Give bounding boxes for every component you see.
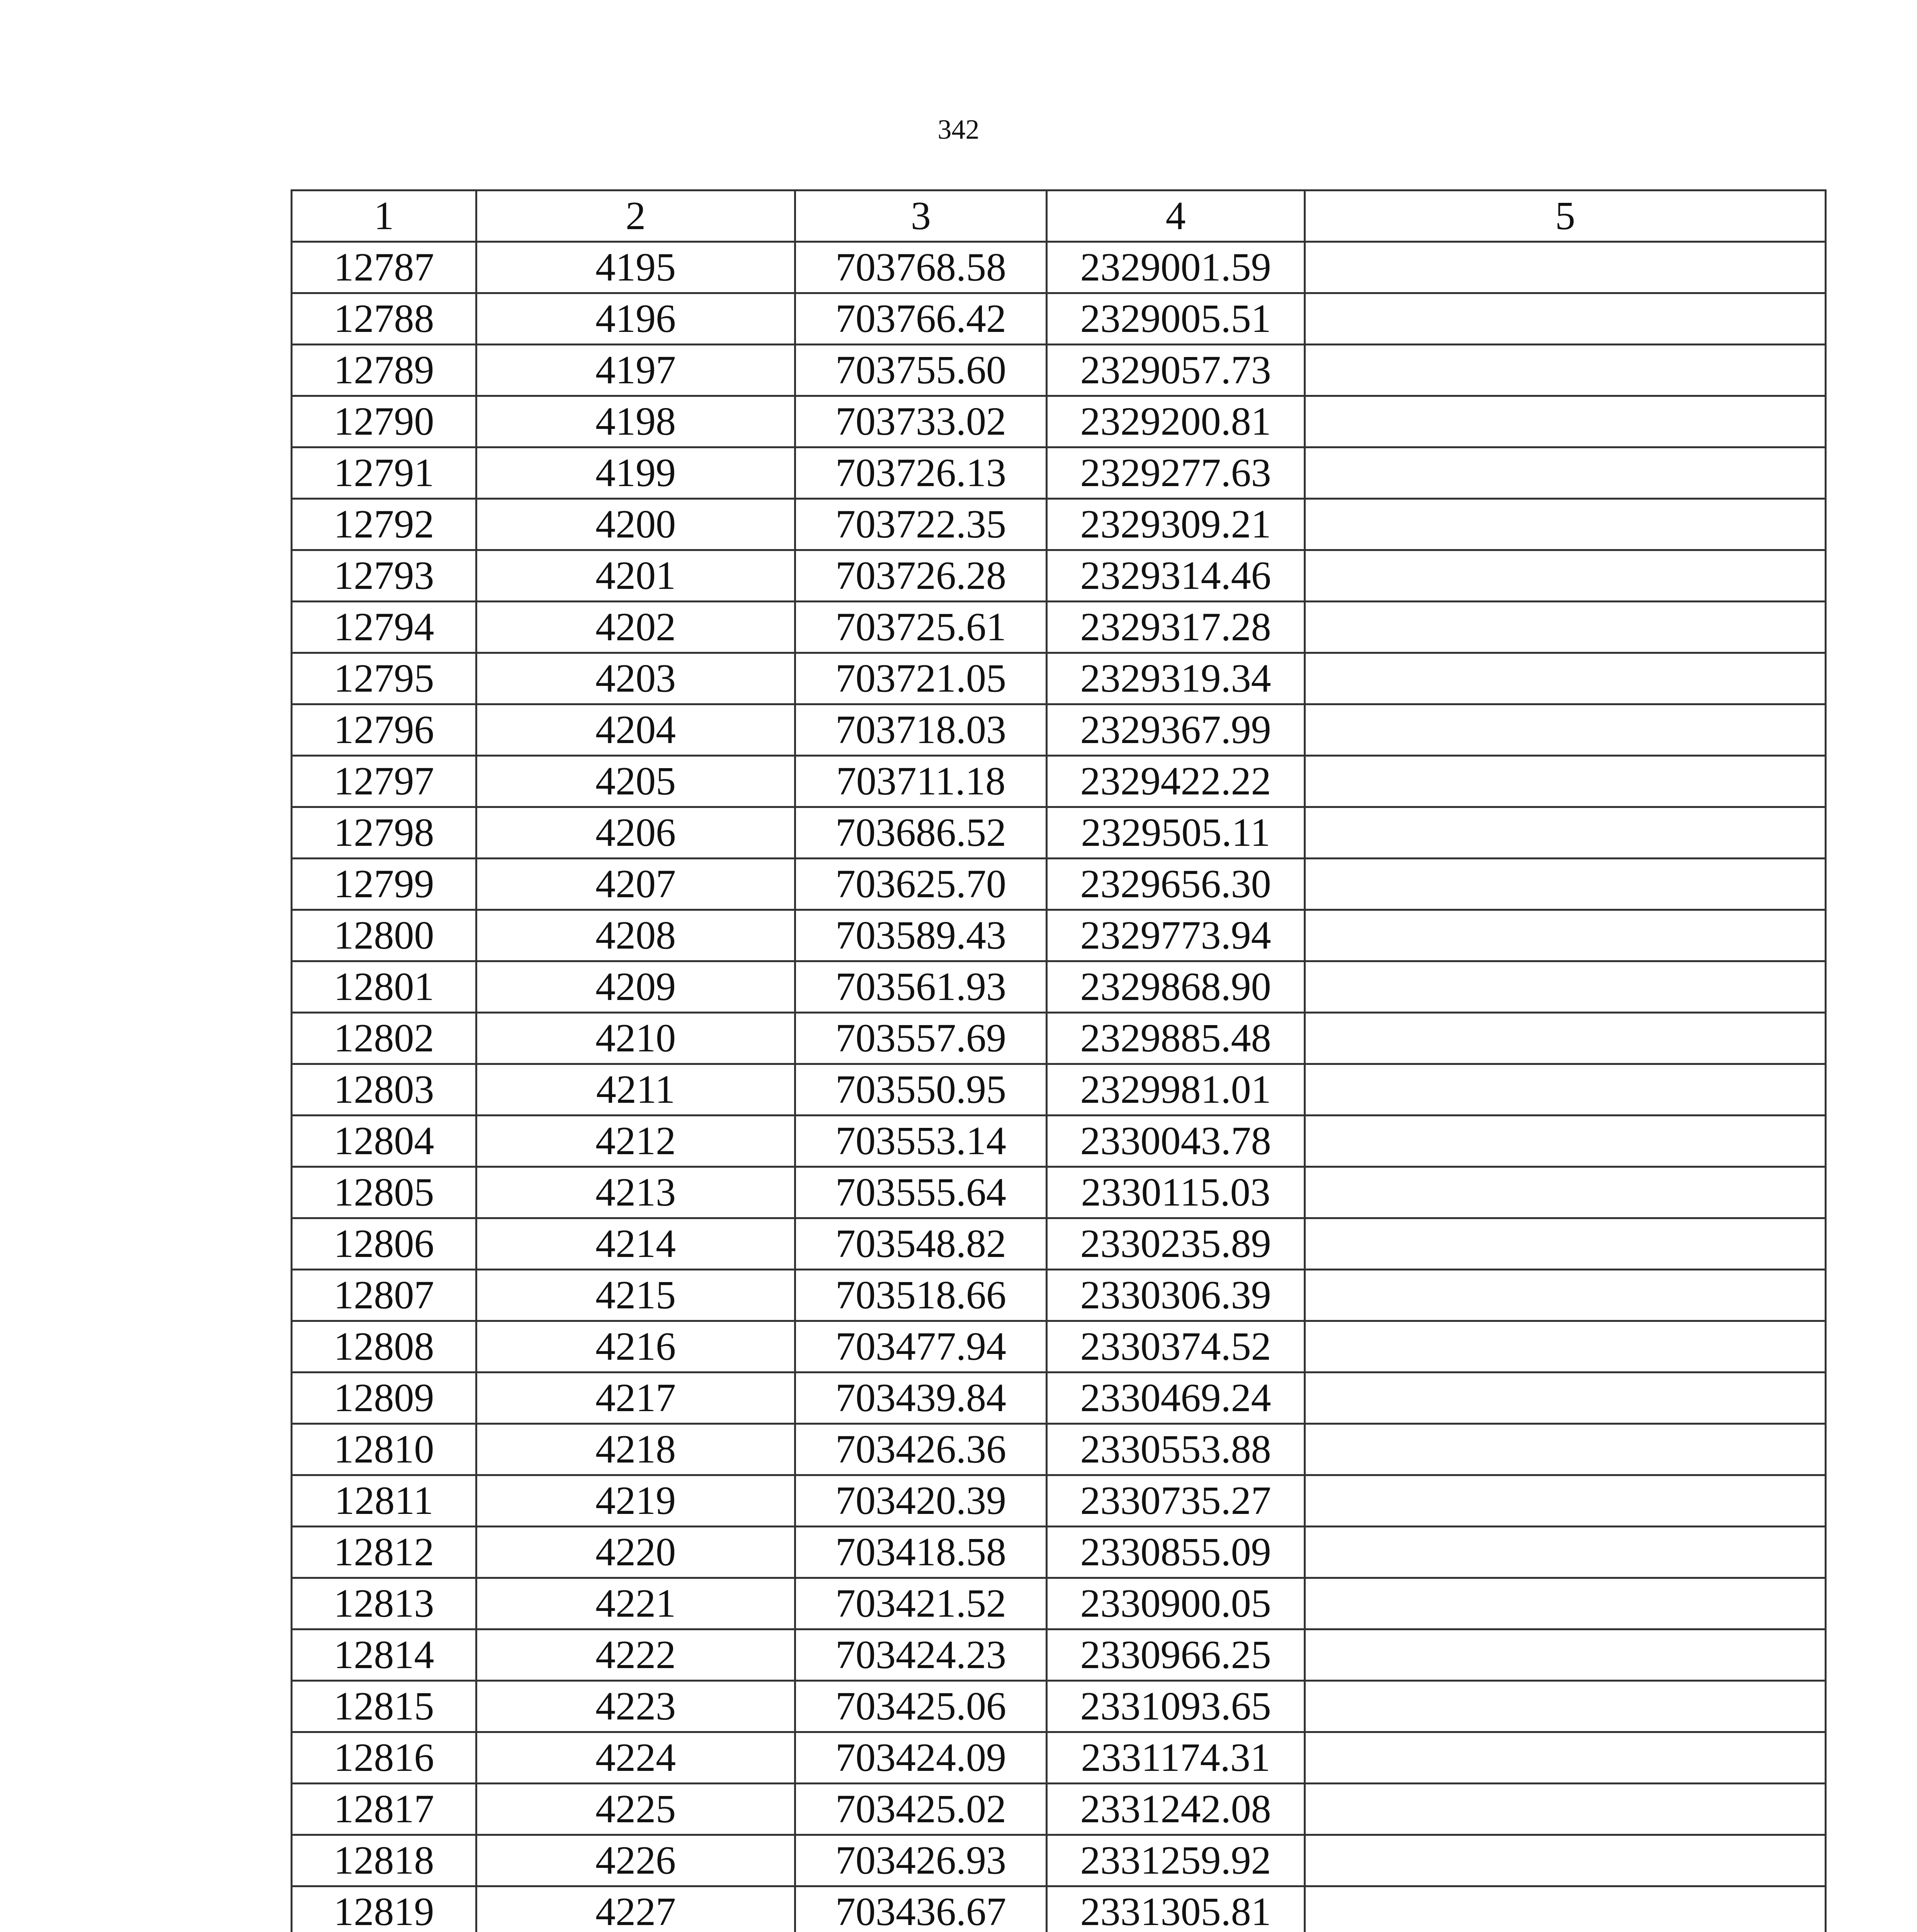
y-coordinate-cell: 2329277.63 xyxy=(1047,447,1305,499)
x-coordinate-cell: 703766.42 xyxy=(795,293,1047,345)
point-number-cell: 4208 xyxy=(476,910,795,961)
y-coordinate-cell: 2329773.94 xyxy=(1047,910,1305,961)
note-cell xyxy=(1305,807,1826,859)
x-coordinate-cell: 703726.13 xyxy=(795,447,1047,499)
table-row xyxy=(292,550,1826,602)
point-number-cell: 4199 xyxy=(476,447,795,499)
x-coordinate-cell: 703477.94 xyxy=(795,1321,1047,1372)
note-cell xyxy=(1305,961,1826,1013)
note-cell xyxy=(1305,859,1826,910)
y-coordinate-cell: 2329505.11 xyxy=(1047,807,1305,859)
column-header-3: 3 xyxy=(795,190,1047,242)
table-row xyxy=(292,653,1826,704)
note-cell xyxy=(1305,1784,1826,1835)
row-number-cell: 12800 xyxy=(292,910,476,961)
y-coordinate-cell: 2331305.81 xyxy=(1047,1886,1305,1932)
y-coordinate-cell: 2330735.27 xyxy=(1047,1475,1305,1527)
table-row xyxy=(292,1167,1826,1218)
point-number-cell: 4207 xyxy=(476,859,795,910)
x-coordinate-cell: 703436.67 xyxy=(795,1886,1047,1932)
y-coordinate-cell: 2329981.01 xyxy=(1047,1064,1305,1116)
point-number-cell: 4215 xyxy=(476,1270,795,1321)
table-row xyxy=(292,1064,1826,1116)
point-number-cell: 4196 xyxy=(476,293,795,345)
x-coordinate-cell: 703557.69 xyxy=(795,1013,1047,1064)
row-number-cell: 12787 xyxy=(292,242,476,293)
point-number-cell: 4211 xyxy=(476,1064,795,1116)
y-coordinate-cell: 2330306.39 xyxy=(1047,1270,1305,1321)
point-number-cell: 4222 xyxy=(476,1629,795,1681)
y-coordinate-cell: 2329309.21 xyxy=(1047,499,1305,550)
y-coordinate-cell: 2329422.22 xyxy=(1047,756,1305,807)
y-coordinate-cell: 2329868.90 xyxy=(1047,961,1305,1013)
note-cell xyxy=(1305,396,1826,447)
row-number-cell: 12802 xyxy=(292,1013,476,1064)
note-cell xyxy=(1305,499,1826,550)
note-cell xyxy=(1305,1064,1826,1116)
x-coordinate-cell: 703424.09 xyxy=(795,1732,1047,1784)
row-number-cell: 12796 xyxy=(292,704,476,756)
y-coordinate-cell: 2331174.31 xyxy=(1047,1732,1305,1784)
note-cell xyxy=(1305,756,1826,807)
row-number-cell: 12801 xyxy=(292,961,476,1013)
y-coordinate-cell: 2330966.25 xyxy=(1047,1629,1305,1681)
table-row xyxy=(292,345,1826,396)
y-coordinate-cell: 2329656.30 xyxy=(1047,859,1305,910)
row-number-cell: 12792 xyxy=(292,499,476,550)
table-header-row xyxy=(292,190,1826,242)
table-row xyxy=(292,1218,1826,1270)
note-cell xyxy=(1305,1270,1826,1321)
row-number-cell: 12819 xyxy=(292,1886,476,1932)
row-number-cell: 12816 xyxy=(292,1732,476,1784)
table-row xyxy=(292,1784,1826,1835)
x-coordinate-cell: 703550.95 xyxy=(795,1064,1047,1116)
table-row xyxy=(292,242,1826,293)
note-cell xyxy=(1305,602,1826,653)
row-number-cell: 12810 xyxy=(292,1424,476,1475)
table-body xyxy=(292,242,1826,1932)
note-cell xyxy=(1305,910,1826,961)
point-number-cell: 4206 xyxy=(476,807,795,859)
x-coordinate-cell: 703721.05 xyxy=(795,653,1047,704)
row-number-cell: 12809 xyxy=(292,1372,476,1424)
row-number-cell: 12805 xyxy=(292,1167,476,1218)
y-coordinate-cell: 2330553.88 xyxy=(1047,1424,1305,1475)
row-number-cell: 12806 xyxy=(292,1218,476,1270)
y-coordinate-cell: 2330900.05 xyxy=(1047,1578,1305,1629)
table-row xyxy=(292,807,1826,859)
table-row xyxy=(292,756,1826,807)
y-coordinate-cell: 2329319.34 xyxy=(1047,653,1305,704)
table-row xyxy=(292,1578,1826,1629)
note-cell xyxy=(1305,1527,1826,1578)
table-row xyxy=(292,293,1826,345)
x-coordinate-cell: 703711.18 xyxy=(795,756,1047,807)
table-row xyxy=(292,961,1826,1013)
point-number-cell: 4195 xyxy=(476,242,795,293)
x-coordinate-cell: 703439.84 xyxy=(795,1372,1047,1424)
row-number-cell: 12790 xyxy=(292,396,476,447)
table-row xyxy=(292,602,1826,653)
y-coordinate-cell: 2331093.65 xyxy=(1047,1681,1305,1732)
row-number-cell: 12798 xyxy=(292,807,476,859)
row-number-cell: 12814 xyxy=(292,1629,476,1681)
y-coordinate-cell: 2329317.28 xyxy=(1047,602,1305,653)
row-number-cell: 12812 xyxy=(292,1527,476,1578)
x-coordinate-cell: 703555.64 xyxy=(795,1167,1047,1218)
x-coordinate-cell: 703718.03 xyxy=(795,704,1047,756)
coordinates-table xyxy=(291,189,1827,1932)
table-row xyxy=(292,1321,1826,1372)
row-number-cell: 12804 xyxy=(292,1116,476,1167)
note-cell xyxy=(1305,1013,1826,1064)
row-number-cell: 12815 xyxy=(292,1681,476,1732)
table-row xyxy=(292,1116,1826,1167)
x-coordinate-cell: 703755.60 xyxy=(795,345,1047,396)
row-number-cell: 12797 xyxy=(292,756,476,807)
note-cell xyxy=(1305,1116,1826,1167)
row-number-cell: 12813 xyxy=(292,1578,476,1629)
note-cell xyxy=(1305,1218,1826,1270)
point-number-cell: 4201 xyxy=(476,550,795,602)
note-cell xyxy=(1305,1578,1826,1629)
row-number-cell: 12808 xyxy=(292,1321,476,1372)
table-row xyxy=(292,704,1826,756)
point-number-cell: 4213 xyxy=(476,1167,795,1218)
y-coordinate-cell: 2331242.08 xyxy=(1047,1784,1305,1835)
row-number-cell: 12803 xyxy=(292,1064,476,1116)
note-cell xyxy=(1305,1321,1826,1372)
note-cell xyxy=(1305,1167,1826,1218)
x-coordinate-cell: 703625.70 xyxy=(795,859,1047,910)
table-row xyxy=(292,1835,1826,1886)
point-number-cell: 4197 xyxy=(476,345,795,396)
point-number-cell: 4217 xyxy=(476,1372,795,1424)
point-number-cell: 4203 xyxy=(476,653,795,704)
y-coordinate-cell: 2329057.73 xyxy=(1047,345,1305,396)
y-coordinate-cell: 2331259.92 xyxy=(1047,1835,1305,1886)
row-number-cell: 12789 xyxy=(292,345,476,396)
point-number-cell: 4218 xyxy=(476,1424,795,1475)
note-cell xyxy=(1305,653,1826,704)
table-row xyxy=(292,1629,1826,1681)
table-row xyxy=(292,1424,1826,1475)
table-row xyxy=(292,1013,1826,1064)
x-coordinate-cell: 703726.28 xyxy=(795,550,1047,602)
table-row xyxy=(292,396,1826,447)
x-coordinate-cell: 703589.43 xyxy=(795,910,1047,961)
table-row xyxy=(292,1732,1826,1784)
point-number-cell: 4214 xyxy=(476,1218,795,1270)
note-cell xyxy=(1305,1475,1826,1527)
point-number-cell: 4210 xyxy=(476,1013,795,1064)
note-cell xyxy=(1305,447,1826,499)
note-cell xyxy=(1305,293,1826,345)
table-row xyxy=(292,859,1826,910)
row-number-cell: 12811 xyxy=(292,1475,476,1527)
point-number-cell: 4205 xyxy=(476,756,795,807)
x-coordinate-cell: 703418.58 xyxy=(795,1527,1047,1578)
x-coordinate-cell: 703426.93 xyxy=(795,1835,1047,1886)
y-coordinate-cell: 2329005.51 xyxy=(1047,293,1305,345)
note-cell xyxy=(1305,345,1826,396)
x-coordinate-cell: 703426.36 xyxy=(795,1424,1047,1475)
x-coordinate-cell: 703518.66 xyxy=(795,1270,1047,1321)
point-number-cell: 4226 xyxy=(476,1835,795,1886)
table-row xyxy=(292,1886,1826,1932)
page-number: 342 xyxy=(937,114,980,145)
point-number-cell: 4225 xyxy=(476,1784,795,1835)
table-row xyxy=(292,1372,1826,1424)
row-number-cell: 12799 xyxy=(292,859,476,910)
row-number-cell: 12788 xyxy=(292,293,476,345)
column-header-4: 4 xyxy=(1047,190,1305,242)
note-cell xyxy=(1305,1681,1826,1732)
point-number-cell: 4212 xyxy=(476,1116,795,1167)
point-number-cell: 4216 xyxy=(476,1321,795,1372)
x-coordinate-cell: 703722.35 xyxy=(795,499,1047,550)
note-cell xyxy=(1305,242,1826,293)
table-row xyxy=(292,1527,1826,1578)
row-number-cell: 12817 xyxy=(292,1784,476,1835)
table-row xyxy=(292,1681,1826,1732)
point-number-cell: 4198 xyxy=(476,396,795,447)
y-coordinate-cell: 2330115.03 xyxy=(1047,1167,1305,1218)
point-number-cell: 4202 xyxy=(476,602,795,653)
row-number-cell: 12795 xyxy=(292,653,476,704)
y-coordinate-cell: 2329367.99 xyxy=(1047,704,1305,756)
table-row xyxy=(292,1475,1826,1527)
x-coordinate-cell: 703424.23 xyxy=(795,1629,1047,1681)
table-row xyxy=(292,447,1826,499)
y-coordinate-cell: 2330043.78 xyxy=(1047,1116,1305,1167)
row-number-cell: 12791 xyxy=(292,447,476,499)
point-number-cell: 4224 xyxy=(476,1732,795,1784)
point-number-cell: 4221 xyxy=(476,1578,795,1629)
row-number-cell: 12818 xyxy=(292,1835,476,1886)
note-cell xyxy=(1305,1372,1826,1424)
point-number-cell: 4200 xyxy=(476,499,795,550)
y-coordinate-cell: 2330374.52 xyxy=(1047,1321,1305,1372)
row-number-cell: 12794 xyxy=(292,602,476,653)
x-coordinate-cell: 703768.58 xyxy=(795,242,1047,293)
x-coordinate-cell: 703421.52 xyxy=(795,1578,1047,1629)
point-number-cell: 4220 xyxy=(476,1527,795,1578)
point-number-cell: 4209 xyxy=(476,961,795,1013)
note-cell xyxy=(1305,1886,1826,1932)
y-coordinate-cell: 2329200.81 xyxy=(1047,396,1305,447)
point-number-cell: 4204 xyxy=(476,704,795,756)
column-header-5: 5 xyxy=(1305,190,1826,242)
x-coordinate-cell: 703548.82 xyxy=(795,1218,1047,1270)
x-coordinate-cell: 703561.93 xyxy=(795,961,1047,1013)
note-cell xyxy=(1305,1835,1826,1886)
row-number-cell: 12793 xyxy=(292,550,476,602)
column-header-2: 2 xyxy=(476,190,795,242)
column-header-1: 1 xyxy=(292,190,476,242)
y-coordinate-cell: 2329001.59 xyxy=(1047,242,1305,293)
y-coordinate-cell: 2330469.24 xyxy=(1047,1372,1305,1424)
x-coordinate-cell: 703725.61 xyxy=(795,602,1047,653)
note-cell xyxy=(1305,1629,1826,1681)
point-number-cell: 4219 xyxy=(476,1475,795,1527)
table-row xyxy=(292,499,1826,550)
note-cell xyxy=(1305,550,1826,602)
x-coordinate-cell: 703686.52 xyxy=(795,807,1047,859)
x-coordinate-cell: 703420.39 xyxy=(795,1475,1047,1527)
x-coordinate-cell: 703733.02 xyxy=(795,396,1047,447)
y-coordinate-cell: 2329885.48 xyxy=(1047,1013,1305,1064)
x-coordinate-cell: 703553.14 xyxy=(795,1116,1047,1167)
row-number-cell: 12807 xyxy=(292,1270,476,1321)
y-coordinate-cell: 2329314.46 xyxy=(1047,550,1305,602)
note-cell xyxy=(1305,1424,1826,1475)
x-coordinate-cell: 703425.02 xyxy=(795,1784,1047,1835)
note-cell xyxy=(1305,1732,1826,1784)
note-cell xyxy=(1305,704,1826,756)
point-number-cell: 4223 xyxy=(476,1681,795,1732)
table-row xyxy=(292,1270,1826,1321)
table-row xyxy=(292,910,1826,961)
point-number-cell: 4227 xyxy=(476,1886,795,1932)
y-coordinate-cell: 2330235.89 xyxy=(1047,1218,1305,1270)
y-coordinate-cell: 2330855.09 xyxy=(1047,1527,1305,1578)
x-coordinate-cell: 703425.06 xyxy=(795,1681,1047,1732)
